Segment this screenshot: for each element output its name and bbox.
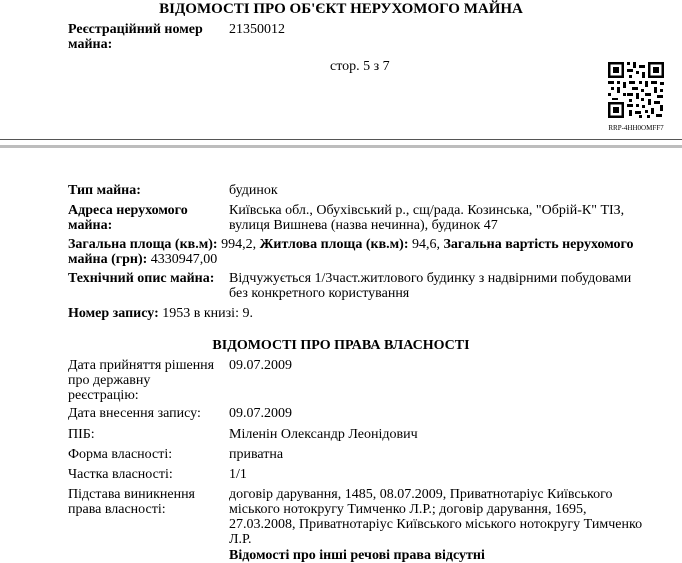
reg-number-label: [68, 22, 228, 52]
ownership-share-label: Частка власності:: [68, 467, 173, 482]
total-cost-value: 4330947,00: [150, 252, 218, 267]
property-type-value: будинок: [229, 183, 278, 198]
ownership-basis-label: [68, 487, 228, 517]
living-area-value: 94,6,: [412, 237, 440, 252]
cost-row: [68, 252, 217, 267]
total-area-label: Загальна площа (кв.м):: [68, 237, 218, 252]
owner-name-value: Міленін Олександр Леонідович: [229, 427, 418, 442]
record-number-row: [68, 306, 253, 321]
ownership-basis-line-4: Л.Р.: [229, 532, 252, 547]
entry-date-label: Дата внесення запису:: [68, 406, 201, 421]
other-rights-note: Відомості про інші речові права відсутні: [229, 548, 485, 563]
address-label-line-1: Адреса нерухомого: [68, 203, 188, 218]
reg-number-label-line-1: Реєстраційний номер: [68, 22, 203, 37]
address-value: [229, 203, 624, 233]
qr-code: [606, 60, 666, 120]
total-area-value: 994,2,: [221, 237, 257, 252]
page-separator-top: [0, 139, 682, 140]
tech-description-label: Технічний опис майна:: [68, 271, 215, 286]
qr-code-caption: RRP-4HH0OMFF7: [608, 124, 664, 132]
total-cost-label-line-2: майна (грн):: [68, 252, 148, 267]
address-label-line-2: майна:: [68, 218, 113, 233]
owner-name-label: ПІБ:: [68, 427, 95, 442]
page-indicator: стор. 5 з 7: [330, 59, 390, 74]
ownership-basis-label-line-2: права власності:: [68, 502, 166, 517]
tech-description-line-1: Відчужується 1/3част.житлового будинку з надвірними побудовами: [229, 271, 632, 286]
ownership-share-value: 1/1: [229, 467, 247, 482]
decision-date-label: [68, 358, 228, 403]
ownership-basis-label-line-1: Підстава виникнення: [68, 487, 195, 502]
tech-description-line-2: без конкретного користування: [229, 286, 410, 301]
property-type-label: Тип майна:: [68, 183, 141, 198]
ownership-form-label: Форма власності:: [68, 447, 173, 462]
total-cost-label: Загальна вартість нерухомого: [443, 237, 634, 252]
ownership-basis-line-1: договір дарування, 1485, 08.07.2009, Приватнотаріус Київського: [229, 487, 613, 502]
address-value-line-2: вулиця Вишнева (назва нечинна), будинок 47: [229, 218, 498, 233]
document-title: ВІДОМОСТІ ПРО ОБ'ЄКТ НЕРУХОМОГО МАЙНА: [159, 1, 523, 17]
address-label: [68, 203, 228, 233]
page-separator-bottom: [0, 145, 682, 148]
record-number-value: 1953 в книзі: 9.: [162, 306, 253, 321]
ownership-form-value: приватна: [229, 447, 284, 462]
address-value-line-1: Київська обл., Обухівський р., сщ/рада. Козинська, "Обрій-К" ТІЗ,: [229, 203, 625, 218]
decision-date-value: 09.07.2009: [229, 358, 292, 373]
ownership-basis-value: [229, 487, 642, 547]
reg-number-value: 21350012: [229, 22, 285, 37]
decision-date-label-line-1: Дата прийняття рішення: [68, 358, 215, 373]
entry-date-value: 09.07.2009: [229, 406, 292, 421]
reg-number-label-line-2: майна:: [68, 37, 113, 52]
decision-date-label-line-3: реєстрацію:: [68, 388, 139, 403]
tech-description-value: [229, 271, 631, 301]
ownership-section-title: ВІДОМОСТІ ПРО ПРАВА ВЛАСНОСТІ: [212, 338, 470, 353]
decision-date-label-line-2: про державну: [68, 373, 151, 388]
ownership-basis-line-2: міського нотокругу Тимченко Л.Р.; договір дарування, 1695,: [229, 502, 587, 517]
record-number-label: Номер запису:: [68, 306, 159, 321]
ownership-basis-line-3: 27.03.2008, Приватнотаріус Київського міського нотокругу Тимченко: [229, 517, 643, 532]
living-area-label: Житлова площа (кв.м):: [259, 237, 409, 252]
qr-code-icon: [606, 60, 666, 120]
area-row: [68, 237, 668, 252]
